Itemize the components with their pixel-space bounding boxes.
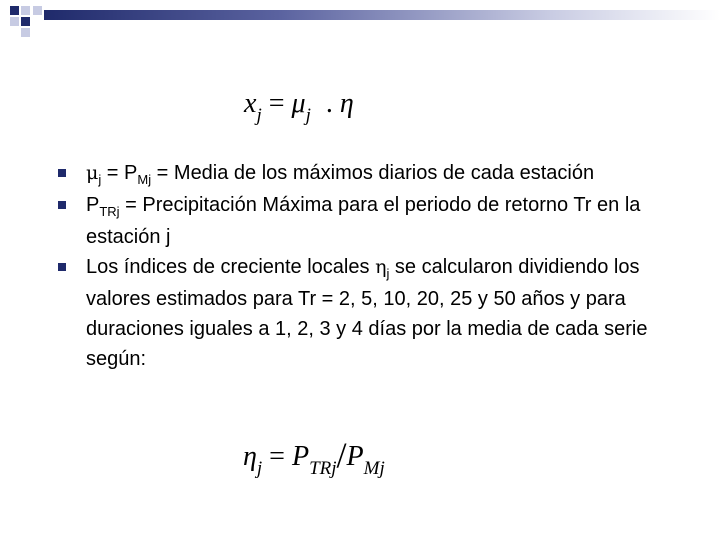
formula-sub: TRj [309,458,337,479]
formula-equals: = [269,441,285,472]
formula-var-p: P [346,441,364,472]
subscript: j [98,172,102,187]
list-item [58,158,708,190]
title-gradient-bar [44,10,720,20]
bullet-text: = Precipitación Máxima para el periodo de retorno Tr en la estación j [86,194,641,248]
bullet-marker [58,201,66,209]
formula-var-mu: μ [291,88,306,119]
formula-dot: . [325,88,333,119]
decor-square [33,6,42,15]
decor-square [21,28,30,37]
decor-square [10,6,19,15]
formula-var-x: x [244,88,257,119]
bullet-marker [58,169,66,177]
bullet-text: Los índices de creciente locales [86,256,376,278]
bullet-list [58,158,708,374]
subscript: TRj [99,204,120,219]
decor-square [21,6,30,15]
bullet-text: = Media de los máximos diarios de cada estación [151,162,595,184]
bullet-text: P [86,194,100,216]
formula-slash: / [336,435,347,475]
decor-square [10,17,19,26]
formula-var-eta: η [339,88,354,119]
formula-var-p: P [291,441,310,472]
mu-symbol: μ [86,162,99,184]
formula-bottom [243,432,385,479]
formula-var-eta: η [243,441,257,472]
eta-symbol: η [375,256,387,278]
decor-square [21,17,30,26]
formula-top [244,88,354,126]
formula-sub: j [305,105,311,126]
subscript: j [386,266,390,281]
bullet-text: = P [101,162,138,184]
list-item [58,252,708,374]
bullet-marker [58,263,66,271]
list-item [58,190,708,252]
formula-sub: j [256,105,262,126]
formula-equals: = [268,88,285,119]
formula-sub: Mj [363,458,385,479]
formula-sub: j [256,458,263,479]
subscript: Mj [137,172,152,187]
bullet-text: se calcularon dividiendo los valores estimados para Tr = 2, 5, 10, 20, 25 y 50 años y para duraciones iguales a 1, 2, 3 y 4 días por la media de cada serie según: [86,256,648,370]
